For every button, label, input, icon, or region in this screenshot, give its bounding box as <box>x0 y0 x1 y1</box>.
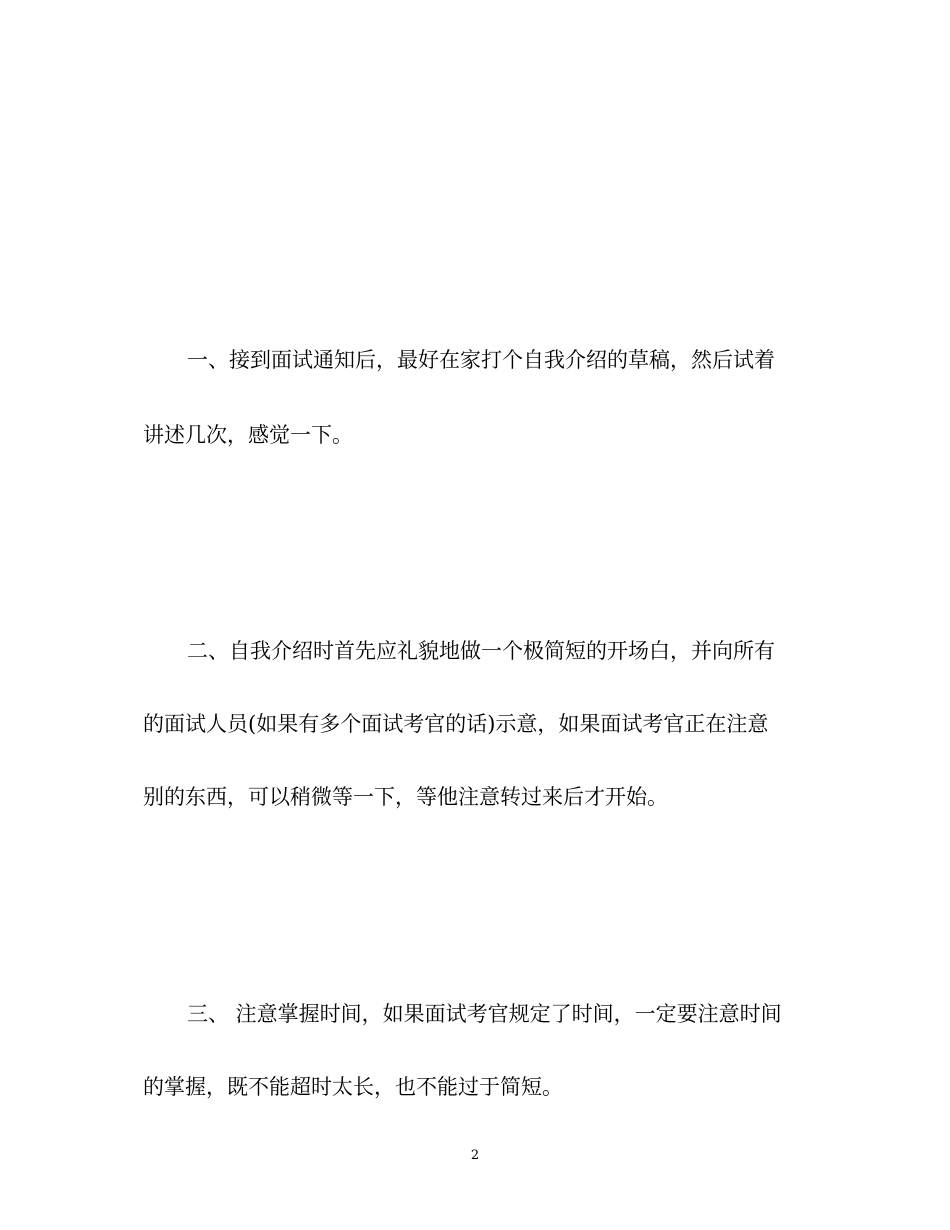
paragraph-2-line-3: 别的东西，可以稍微等一下，等他注意转过来后才开始。 <box>143 785 668 809</box>
paragraph-2-line-2: 的面试人员(如果有多个面试考官的话)示意，如果面试考官正在注意 <box>143 712 769 736</box>
paragraph-2-line-1: 二、自我介绍时首先应礼貌地做一个极简短的开场白，并向所有 <box>187 639 775 663</box>
paragraph-3-line-1: 三、 注意掌握时间，如果面试考官规定了时间，一定要注意时间 <box>187 1002 782 1026</box>
paragraph-3-line-2: 的掌握，既不能超时太长，也不能过于简短。 <box>143 1075 563 1099</box>
paragraph-1-line-1: 一、接到面试通知后，最好在家打个自我介绍的草稿，然后试着 <box>187 348 775 372</box>
page-number: 2 <box>470 1148 480 1163</box>
paragraph-1-line-2: 讲述几次，感觉一下。 <box>143 423 353 447</box>
